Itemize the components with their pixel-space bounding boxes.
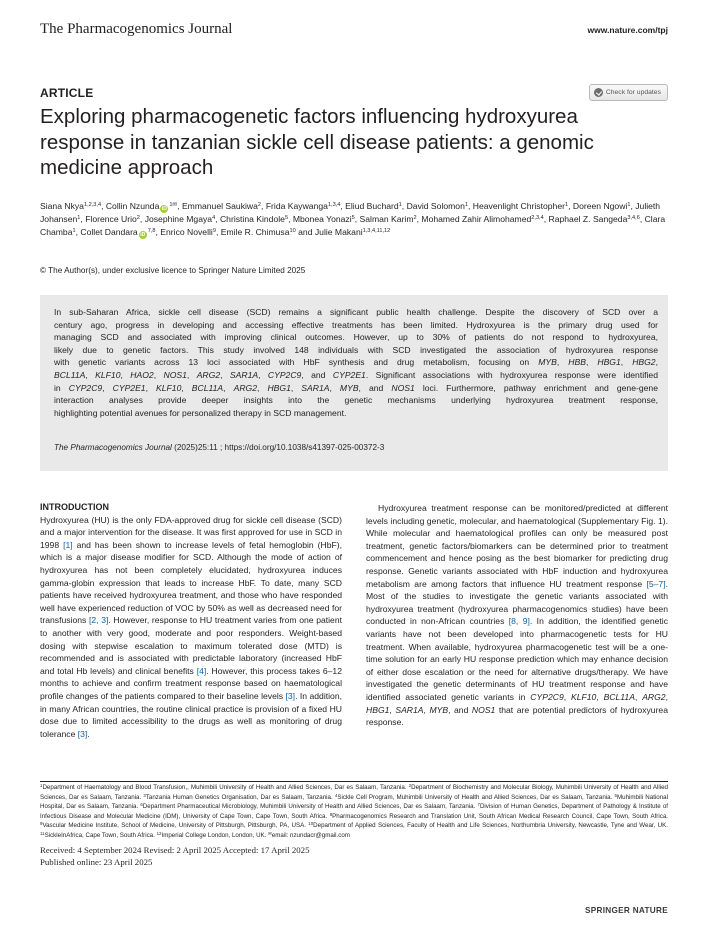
gene-name: CYP2C9: [530, 691, 564, 702]
affiliation-number: 9: [40, 821, 43, 827]
reference-link[interactable]: [3]: [77, 728, 88, 739]
author-separator: and: [295, 226, 315, 237]
author-separator: ,: [416, 214, 422, 224]
author-name[interactable]: Frida Kaywanga: [265, 201, 328, 211]
author-separator: ,: [340, 201, 346, 211]
gene-name: HBG1: [267, 382, 291, 393]
affiliation-number: 3: [143, 792, 146, 798]
gene-name: ARG2: [233, 382, 258, 393]
gene-name: CYP2C9: [68, 382, 103, 393]
citation-journal: The Pharmacogenomics Journal: [54, 443, 172, 452]
author-separator: ,: [568, 201, 573, 211]
author-affiliation: 1,2,3,4: [83, 202, 102, 208]
abstract-line: likely due to genetic factors. This study involved 148 individuals with SCD investigated the association of hydroxyurea response: [54, 344, 658, 355]
affiliation-text: Imperial College London, London, UK.: [161, 831, 269, 839]
author-name[interactable]: Heavenlight Christopher: [472, 201, 565, 211]
affiliation-text: Pharmacogenomics Research and Translation Unit, South African Medical Research Council, Cape Town, South Africa.: [332, 812, 668, 820]
author-name[interactable]: Josephine Mgaya: [144, 214, 213, 224]
gene-name: HBG2: [632, 357, 656, 368]
gene-name: HBG1: [366, 704, 390, 715]
author-name[interactable]: Julie Makani: [314, 226, 363, 237]
author-separator: ,: [354, 214, 360, 224]
abstract-line: century ago, progress in developing and accessing effective treatments has been limited. Hydroxyurea is the primary drug used for: [54, 319, 658, 330]
reference-link[interactable]: [3]: [285, 690, 296, 701]
author-name[interactable]: Emmanuel Saukiwa: [181, 201, 258, 211]
affiliations-footnote: [40, 783, 668, 841]
author-name[interactable]: Clara Chamba: [40, 214, 666, 237]
author-separator: ,: [139, 214, 145, 224]
author-separator: ,: [630, 201, 636, 211]
affiliation-number: 5: [614, 792, 617, 798]
author-affiliation: 1: [77, 215, 81, 221]
gene-name: HBG1: [597, 357, 621, 368]
abstract-line: with genetic variants across 13 loci associated with HbF synthesis and drug metabolism, focusing on MYB, HBB, HBG1, HBG2,: [54, 357, 658, 368]
publication-dates: [40, 845, 309, 868]
gene-name: CYP2E1: [332, 369, 366, 380]
author-affiliation: 7,8: [147, 227, 156, 234]
author-affiliation: 1,3,4,11,12: [362, 227, 391, 234]
author-separator: ,: [75, 226, 81, 237]
copyright-line: © The Author(s), under exclusive licence to Springer Nature Limited 2025: [40, 266, 306, 275]
gene-name: NOS1: [163, 369, 187, 380]
author-name[interactable]: Enrico Novelli: [160, 226, 213, 237]
gene-name: HAO2: [130, 369, 154, 380]
author-name[interactable]: Raphael Z. Sangeda: [548, 214, 628, 224]
reference-link[interactable]: [2, 3]: [89, 615, 109, 626]
abstract-line: managing SCD and associated with improving clinical outcomes. However, up to 30% of patients do not respond to hydroxyurea,: [54, 332, 658, 343]
affiliation-number: 12: [156, 830, 162, 836]
gene-name: MYB: [538, 357, 557, 368]
author-separator: ,: [288, 214, 293, 224]
author-separator: ,: [543, 214, 549, 224]
gene-name: ARG2: [196, 369, 221, 380]
gene-name: CYP2E1: [112, 382, 146, 393]
author-affiliation: 1: [627, 202, 631, 208]
author-name[interactable]: Siana Nkya: [40, 201, 84, 211]
affiliation-text: Vascular Medicine Institute, School of Medicine, University of Pittsburgh, Pittsburgh, PA, USA.: [42, 822, 309, 830]
reference-link[interactable]: [8, 9]: [508, 616, 530, 627]
gene-name: SAR1A: [301, 382, 330, 393]
abstract-citation: [54, 443, 384, 452]
author-affiliation: 2: [413, 215, 417, 221]
author-affiliation: 10: [289, 227, 296, 234]
abstract-line: BCL11A, KLF10, HAO2, NOS1, ARG2, SAR1A, CYP2C9, and CYP2E1. Significant associations with hydroxyurea response were identified: [54, 369, 658, 380]
affiliation-text: email: nzundacr@gmail.com: [271, 831, 350, 839]
author-separator: ,: [401, 201, 407, 211]
article-title: [40, 104, 660, 181]
reference-link[interactable]: [5–7]: [646, 578, 666, 589]
gene-name: NOS1: [471, 704, 496, 715]
check-updates-icon: [594, 88, 603, 97]
title-line: medicine approach: [40, 156, 214, 179]
affiliation-text: Department of Biochemistry and Molecular Biology, Muhimbili University of Health and Allied Sciences, Dar es Salaam, Tanzania.: [40, 784, 668, 801]
author-name[interactable]: Florence Urio: [85, 214, 137, 224]
author-affiliation: 5: [284, 215, 289, 221]
abstract-box: [40, 295, 668, 471]
affiliation-text: Department Pharmaceutical Microbiology, Muhimbili University of Health and Allied Sciences, Dar es Salaam, Tanzania.: [142, 803, 478, 811]
journal-url[interactable]: www.nature.com/tpj: [587, 25, 668, 35]
title-line: Exploring pharmacogenetic factors influencing hydroxyurea: [40, 105, 578, 128]
affiliation-number: 7: [477, 802, 480, 808]
right-column: [366, 502, 668, 729]
affiliation-text: Muhimbili National Hospital, Dar es Salaam, Tanzania.: [40, 793, 668, 811]
article-type-label: ARTICLE: [40, 86, 94, 100]
affiliation-number: 1: [40, 783, 43, 788]
author-affiliation: 1✉: [169, 202, 178, 208]
affiliation-number: 2: [408, 783, 412, 788]
reference-link[interactable]: [4]: [196, 665, 207, 676]
affiliation-number: ✉: [268, 830, 272, 836]
left-column: [40, 501, 342, 740]
gene-name: CYP2C9: [267, 369, 302, 380]
affiliation-text: Division of Human Genetics, Department of Pathology & Institute of Infectious Disease and Molecular Medicine (IDM), University of Cape Town, Cape Town, South Africa.: [40, 803, 669, 820]
published-date: Published online: 23 April 2025: [40, 856, 153, 867]
author-name[interactable]: Mbonea Yonazi: [292, 214, 352, 224]
abstract-line: highlighting potential avenues for personalized therapy in SCD management.: [54, 407, 347, 418]
affiliation-number: 11: [40, 830, 45, 836]
title-line: response in tanzanian sickle cell disease patients: a genomic: [40, 130, 594, 154]
affiliation-text: Tanzania Human Genetics Organisation, Dar es Salaam, Tanzania.: [145, 793, 335, 801]
author-affiliation: 2: [136, 215, 140, 221]
abstract-text: [54, 306, 658, 419]
author-affiliation: 2,3,4: [531, 215, 544, 221]
author-name[interactable]: David Solomon: [406, 201, 465, 211]
gene-name: NOS1: [391, 382, 415, 393]
gene-name: HBB: [568, 357, 586, 368]
intro-paragraph-1: Hydroxyurea (HU) is the only FDA-approved drug for sickle cell disease (SCD) and a major intervention for the disease. It was first approved for use in SCD in 1998 [1] and has been shown to increase levels of fetal hemoglobin (HbF), which is a major disease modifier for SCD. Although the mode of action of hydroxyurea has not been completely elucidated, hydroxyurea induces gamma-globin expression that leads to increase HbF. To date, many SCD patients have received hydroxyurea treatment, and those who have responded well have experienced reduction of VOC by 50% as well as decreased need for transfusions [2, 3]. However, response to HU treatment varies from one patient to another with very good, moderate and poor responders. Weight-based dosing with stepwise escalation to maximum tolerated dose (MTD) is recommended and is associated with predictable laboratory (increased HbF and total Hb levels) and clinical benefits [4]. However, this process takes 6–12 months to achieve and confirm treatment response based on haematological profile changes of the patients compared to their baseline levels [3]. In addition, in many African countries, the routine clinical practice is provision of a fixed HU dose due to limited accessibility to the drugs as well as monitoring of drug tolerance [3].: [40, 514, 343, 739]
gene-name: SAR1A: [395, 704, 424, 715]
author-affiliation: 1,3,4: [327, 202, 341, 208]
gene-name: BCL11A: [603, 691, 635, 702]
publisher-logo: SPRINGER NATURE: [584, 906, 668, 915]
author-list: [40, 200, 670, 239]
affiliation-text: SickleInAfrica, Cape Town, South Africa.: [44, 831, 157, 839]
author-name[interactable]: Eliud Buchard: [345, 201, 399, 211]
gene-name: KLF10: [95, 369, 121, 380]
orcid-icon[interactable]: iD: [140, 231, 146, 238]
author-separator: ,: [155, 226, 161, 237]
journal-name: The Pharmacogenomics Journal: [40, 21, 233, 37]
author-name[interactable]: Salman Karim: [359, 214, 414, 224]
author-name[interactable]: Doreen Ngowi: [572, 201, 628, 211]
author-affiliation: 5: [351, 215, 355, 221]
author-name[interactable]: Mohamed Zahir Alimohamed: [421, 214, 532, 224]
affiliation-number: 4: [334, 792, 338, 798]
affiliation-number: 6: [140, 802, 143, 808]
author-name[interactable]: Emile R. Chimusa: [220, 226, 290, 237]
author-separator: ,: [467, 201, 473, 211]
author-name[interactable]: Christina Kindole: [219, 214, 285, 224]
author-separator: ,: [101, 201, 106, 211]
author-affiliation: 9: [212, 227, 216, 234]
gene-name: ARG2: [642, 691, 666, 702]
received-dates: Received: 4 September 2024 Revised: 2 April 2025 Accepted: 17 April 2025: [40, 845, 310, 855]
abstract-line: interaction analyses provide deeper insights into the genetic mechanisms underlying hydroxyurea treatment response,: [54, 395, 658, 406]
intro-paragraph-2: Hydroxyurea treatment response can be monitored/predicted at different levels including genetic, molecular, and haematological (Supplementary Fig. 1). While molecular and haematological profiles can only be measured post treatment, genetic factors/biomarkers can be determined prior to treatment commencement and hence posing as the best biomarker for predicting drug response. Genetic variants associated with HbF induction and hydroxyurea metabolism are among factors that influence HU treatment response [5–7]. Most of the studies to investigate the genetic variants associated with hydroxyurea treatment (hydroxyurea pharmacogenomics studies) have been conducted in non-African countries [8, 9]. In addition, the identified genetic variants have not been developed into pharmacogenetic tests for HU treatment. When available, hydroxyurea pharmacogenetic test will be a one-time solution for an early HU response prediction which may enhance decision of either dose escalation or the need for alternative drugs/therapy. We have investigated the genetic determinants of HU treatment response and have identified associated genetic variants in CYP2C9, KLF10, BCL11A, ARG2, HBG1, SAR1A, MYB, and NOS1 that are potential predictors of hydroxyurea response.: [366, 503, 668, 728]
gene-name: BCL11A: [54, 369, 86, 380]
author-name[interactable]: Julieth Johansen: [40, 201, 661, 224]
reference-link[interactable]: [1]: [63, 539, 73, 550]
gene-name: KLF10: [570, 691, 597, 702]
section-heading-introduction: INTRODUCTION: [40, 502, 109, 512]
author-affiliation: 1: [564, 202, 569, 208]
author-affiliation: 1: [398, 202, 402, 208]
abstract-line: in CYP2C9, CYP2E1, KLF10, BCL11A, ARG2, HBG1, SAR1A, MYB, and NOS1 loci. Furthermore, pathway enrichment and gene-gene: [54, 382, 658, 393]
author-name[interactable]: Collet Dandara: [80, 226, 138, 237]
abstract-line: In sub-Saharan Africa, sickle cell disease (SCD) remains a significant public health challenge. Despite the discovery of SCD over a: [54, 307, 658, 317]
gene-name: MYB: [339, 382, 359, 393]
orcid-icon[interactable]: iD: [161, 206, 167, 212]
author-separator: ,: [639, 214, 645, 224]
affiliation-text: Sickle Cell Program, Muhimbili University of Health and Allied Sciences, Dar es Salaam, Tanzania.: [337, 793, 615, 801]
check-updates-label: Check for updates: [605, 89, 661, 96]
affiliation-text: Department of Applied Sciences, Faculty of Health and Life Sciences, Northumbria University, Newcastle, Tyne and Wear, UK.: [313, 822, 668, 830]
check-for-updates-button[interactable]: [589, 84, 668, 101]
author-affiliation: 1: [464, 202, 468, 208]
author-affiliation: 1: [72, 227, 76, 234]
author-affiliation: 2: [257, 202, 262, 208]
author-separator: ,: [261, 201, 266, 211]
author-affiliation: 4: [212, 215, 216, 221]
author-separator: ,: [177, 201, 182, 211]
author-separator: ,: [215, 214, 220, 224]
affiliation-number: 8: [329, 811, 333, 817]
author-separator: ,: [215, 226, 221, 237]
footnote-rule: [40, 781, 668, 782]
gene-name: BCL11A: [191, 382, 224, 393]
affiliation-number: 10: [308, 821, 314, 827]
author-affiliation: 3,4,6: [627, 215, 640, 221]
citation-doi[interactable]: (2025)25:11 ; https://doi.org/10.1038/s41397-025-00372-3: [171, 443, 385, 452]
author-separator: ,: [80, 214, 86, 224]
author-name[interactable]: Collin Nzunda: [105, 201, 160, 211]
gene-name: SAR1A: [229, 369, 259, 380]
affiliation-text: Department of Haematology and Blood Transfusion,, Muhimbili University of Health and Allied Sciences, Dar es Salaam, Tanzania.: [42, 784, 409, 791]
gene-name: KLF10: [156, 382, 182, 393]
gene-name: MYB: [429, 704, 449, 715]
